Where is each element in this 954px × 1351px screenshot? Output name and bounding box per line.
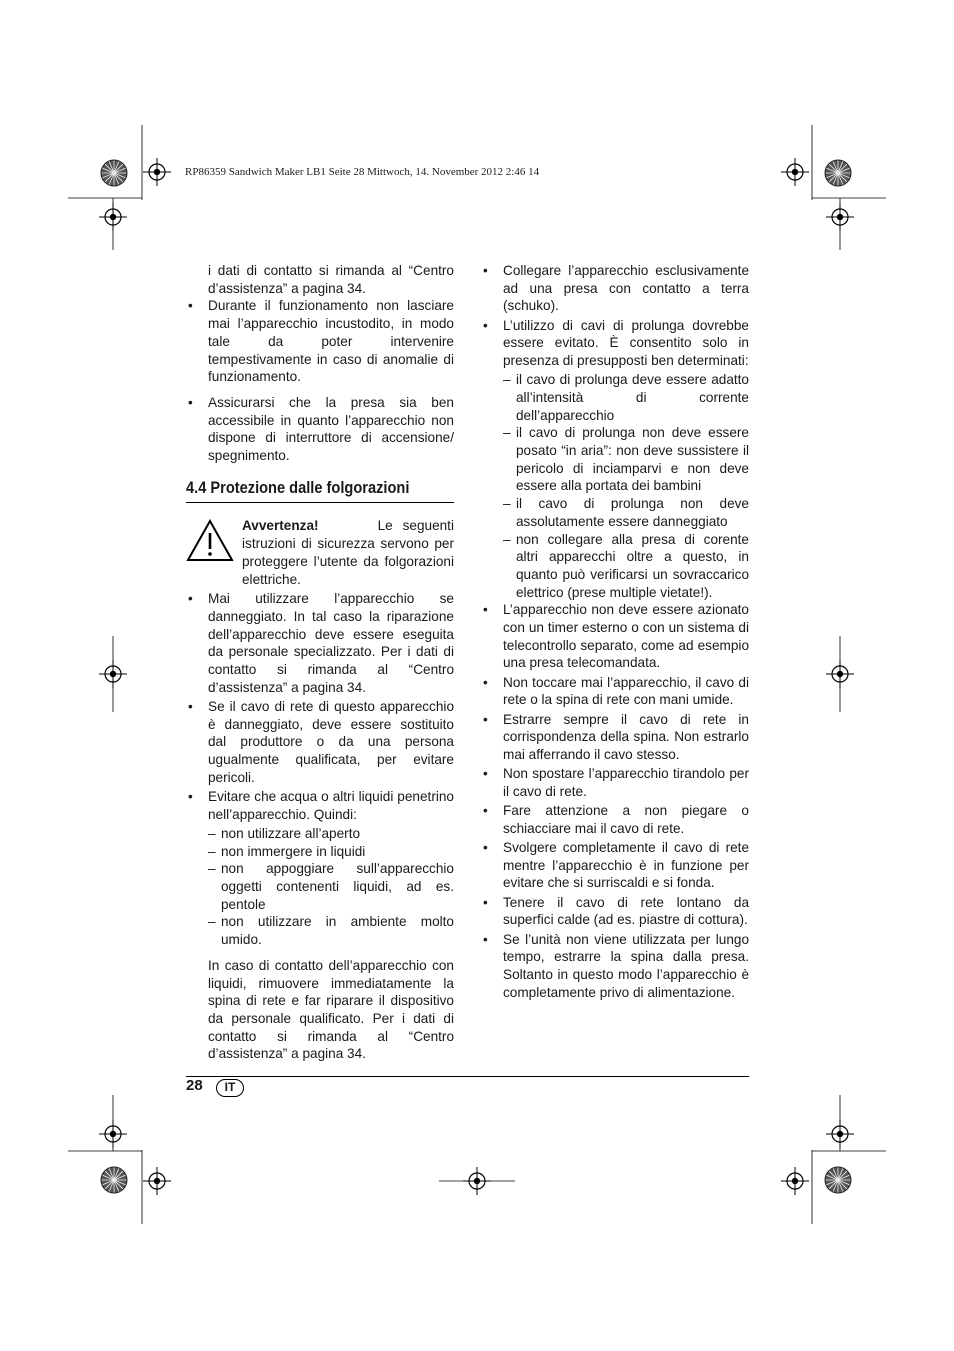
list-item: • Svolgere completamente il cavo di rete mentre l’apparecchio è in funzione per evitare che si surriscaldi e si fonda.	[481, 839, 749, 892]
list-item: • Se l’unità non viene utilizzata per lungo tempo, estrarre la spina dalla presa. Soltanto in questo modo l’apparecchio è completamente privo di alimentazione.	[481, 931, 749, 1002]
section-heading: 4.4 Protezione dalle folgorazioni	[186, 477, 410, 497]
list-item: • L’apparecchio non deve essere azionato con un timer esterno o con un sistema di telecontrollo separato, come ad esempio una presa telecomandata.	[481, 601, 749, 672]
language-badge: IT	[216, 1079, 244, 1097]
list-item: • Durante il funzionamento non lasciare mai l’apparecchio incustodito, in modo tale da poter intervenire tempestivamente in caso di anomalie di funzionamento.	[186, 297, 454, 386]
list-item: • L’utilizzo di cavi di prolunga dovrebbe essere evitato. È consentito solo in presenza di presupposti ben determinati:	[481, 317, 749, 370]
list-item: • Evitare che acqua o altri liquidi penetrino nell’apparecchio. Quindi:	[186, 788, 454, 823]
dash-item: – non utilizzare in ambiente molto umido.	[186, 913, 454, 948]
dash-item: – non immergere in liquidi	[186, 843, 454, 861]
list-item: • Non toccare mai l’apparecchio, il cavo di rete o la spina di rete con mani umide.	[481, 674, 749, 709]
right-column	[481, 262, 749, 1003]
warning-body: Le seguenti istruzioni di sicurezza servono per proteggere l’utente da folgorazioni elettriche.	[242, 518, 454, 587]
warning-triangle-icon	[186, 519, 234, 563]
list-item: • Estrarre sempre il cavo di rete in corrispondenza della spina. Non estrarlo mai afferrando il cavo stesso.	[481, 711, 749, 764]
left-column	[186, 262, 454, 1063]
warning-box	[186, 517, 454, 588]
list-item: • Se il cavo di rete di questo apparecchio è danneggiato, deve essere sostituito dal produttore o da una persona ugualmente qualificata, per evitare pericoli.	[186, 698, 454, 787]
warning-label: Avvertenza!	[242, 518, 319, 534]
continuation-text: i dati di contatto si rimanda al “Centro d’assistenza” a pagina 34.	[208, 263, 454, 296]
dash-item: – non appoggiare sull’apparecchio oggetti contenenti liquidi, ad es. pentole	[186, 860, 454, 913]
footer-divider	[186, 1076, 749, 1077]
heading-divider	[186, 502, 454, 503]
warning-text	[242, 517, 454, 588]
dash-item: – non collegare alla presa di corente altri apparecchi oltre a questo, in quanto può verificarsi un sovraccarico elettrico (prese multiple vietate!).	[481, 531, 749, 602]
closing-paragraph: In caso di contatto dell’apparecchio con liquidi, rimuovere immediatamente la spina di rete e far riparare il dispositivo da personale qualificato. Per i dati di contatto si rimanda al “Centro d’assistenza” a pagina 34.	[208, 957, 454, 1062]
list-item: • Non spostare l’apparecchio tirandolo per il cavo di rete.	[481, 765, 749, 800]
dash-item: – il cavo di prolunga deve essere adatto all’intensità di corrente dell’apparecchio	[481, 371, 749, 424]
print-header: RP86359 Sandwich Maker LB1 Seite 28 Mittwoch, 14. November 2012 2:46 14	[185, 166, 540, 178]
list-item: • Collegare l’apparecchio esclusivamente ad una presa con contatto a terra (schuko).	[481, 262, 749, 315]
dash-item: – non utilizzare all’aperto	[186, 825, 454, 843]
list-item: • Mai utilizzare l’apparecchio se danneggiato. In tal caso la riparazione dell’apparecchio deve essere eseguita da personale specializzato. Per i dati di contatto si rimanda al “Centro d’assistenza” a pagina 34.	[186, 590, 454, 696]
dash-item: – il cavo di prolunga non deve assolutamente essere danneggiato	[481, 495, 749, 530]
list-item: • Tenere il cavo di rete lontano da superfici calde (ad es. piastre di cottura).	[481, 894, 749, 929]
list-item: • Fare attenzione a non piegare o schiacciare mai il cavo di rete.	[481, 802, 749, 837]
dash-item: – il cavo di prolunga non deve essere posato “in aria”: non deve sussistere il pericolo di inciamparvi e non deve essere alla portata dei bambini	[481, 424, 749, 495]
page-number: 28	[186, 1077, 203, 1094]
list-item: • Assicurarsi che la presa sia ben accessibile in quanto l’apparecchio non dispone di interruttore di accensione/ spegnimento.	[186, 394, 454, 465]
